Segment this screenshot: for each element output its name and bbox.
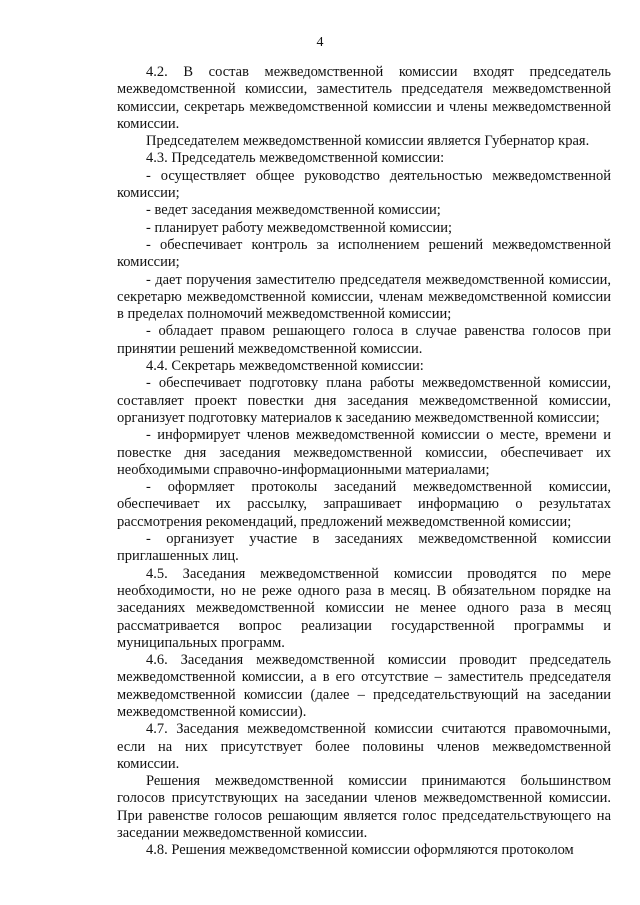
page-number: 4 [316, 35, 324, 50]
paragraph: 4.7. Заседания межведомственной комиссии считаются правомочными, если на них присутствует более половины членов межведомственной комиссии. [117, 721, 611, 772]
list-item: - информирует членов межведомственной комиссии о месте, времени и повестке дня заседания межведомственной комиссии, обеспечивает их необходимыми справочно-информационными материалами; [117, 427, 611, 478]
paragraph: Председателем межведомственной комиссии является Губернатор края. [146, 133, 590, 150]
list-item: - дает поручения заместителю председателя межведомственной комиссии, секретарю межведомственной комиссии, членам межведомственной комиссии в пределах полномочий межведомственной комиссии; [117, 271, 611, 323]
paragraph: 4.6. Заседания межведомственной комиссии проводит председатель межведомственной комиссии, а в его отсутствие – заместитель председателя межведомственной комиссии (далее – председательствующий на заседании межведомственной комиссии). [117, 652, 611, 720]
list-item: - оформляет протоколы заседаний межведомственной комиссии, обеспечивает их рассылку, запрашивает информацию о результатах рассмотрения рекомендаций, предложений межведомственной комиссии; [117, 479, 611, 530]
list-item: - организует участие в заседаниях межведомственной комиссии приглашенных лиц. [117, 531, 611, 565]
list-item: - обеспечивает контроль за исполнением решений межведомственной комиссии; [117, 236, 611, 271]
paragraph: 4.8. Решения межведомственной комиссии оформляются протоколом [146, 842, 574, 859]
paragraph: 4.5. Заседания межведомственной комиссии проводятся по мере необходимости, но не реже одного раза в месяц. В обязательном порядке на заседаниях межведомственной комиссии не менее одного раза в месяц рассматривается вопрос реализации государственной программы и муниципальных программ. [117, 565, 611, 651]
list-item: - ведет заседания межведомственной комиссии; [146, 202, 441, 219]
list-item: - планирует работу межведомственной комиссии; [146, 219, 452, 236]
paragraph: Решения межведомственной комиссии принимаются большинством голосов присутствующих на заседании членов межведомственной комиссии. При равенстве голосов решающим является голос председательствующего на заседании межведомственной комиссии. [117, 773, 611, 842]
paragraph: 4.4. Секретарь межведомственной комиссии: [146, 358, 424, 375]
document-body [117, 64, 611, 860]
list-item: - обеспечивает подготовку плана работы межведомственной комиссии, составляет проект повестки дня заседания межведомственной комиссии, организует подготовку материалов к заседанию межведомственной комиссии; [117, 375, 611, 426]
list-item: - обладает правом решающего голоса в случае равенства голосов при принятии решений межведомственной комиссии. [117, 323, 611, 357]
list-item: - осуществляет общее руководство деятельностью межведомственной комиссии; [117, 167, 611, 202]
paragraph: 4.2. В состав межведомственной комиссии входят председатель межведомственной комиссии, заместитель председателя межведомственной комиссии, секретарь межведомственной комиссии и члены межведомственной комиссии. [117, 64, 611, 132]
paragraph: 4.3. Председатель межведомственной комиссии: [146, 150, 445, 167]
